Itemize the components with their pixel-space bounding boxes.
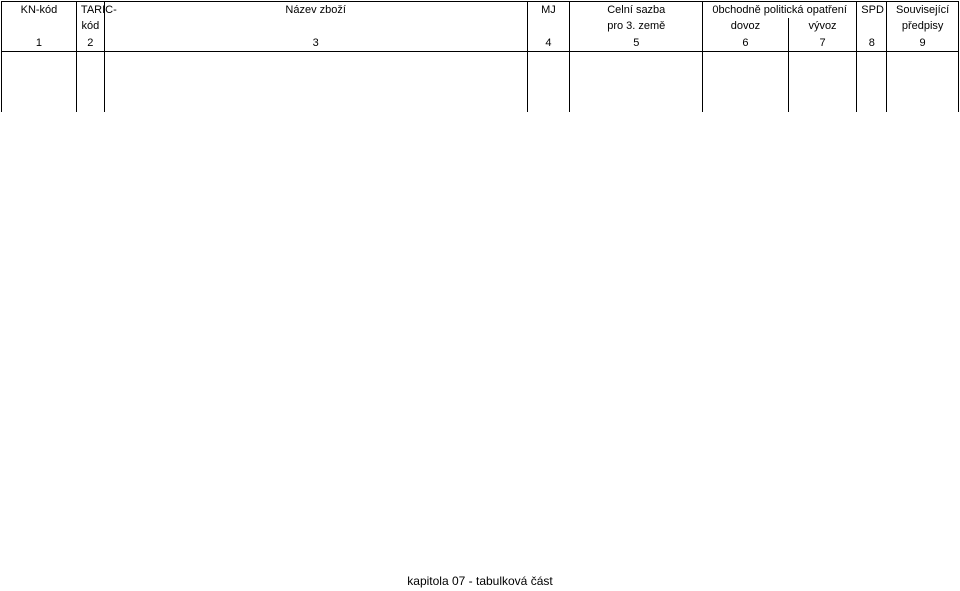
- col-number-1: 1: [2, 34, 77, 52]
- tariff-table: [1, 1, 959, 112]
- header-row-2: [2, 18, 959, 34]
- col-number-2: 2: [76, 34, 104, 52]
- col-header-import: dovoz: [703, 18, 789, 34]
- col-number-7: 7: [788, 34, 857, 52]
- col-header-mj: MJ: [527, 2, 570, 19]
- col-number-6: 6: [703, 34, 789, 52]
- col-number-4: 4: [527, 34, 570, 52]
- col-header-third-country: pro 3. země: [570, 18, 703, 34]
- col-header-export: vývoz: [788, 18, 857, 34]
- col-header-name: Název zboží: [104, 2, 527, 19]
- col-header-regulations: předpisy: [887, 18, 959, 34]
- col-header-rate: Celní sazba: [570, 2, 703, 19]
- col-header-spd: SPD: [857, 2, 887, 19]
- page-footer: kapitola 07 - tabulková část: [407, 574, 553, 588]
- col-number-9: 9: [887, 34, 959, 52]
- col-header-kn: KN-kód: [2, 2, 77, 19]
- header-row-1: [2, 2, 959, 19]
- col-header-related: Související: [887, 2, 959, 19]
- col-header-taric: TARIC-: [76, 2, 104, 19]
- col-header-kod: kód: [76, 18, 104, 34]
- col-number-5: 5: [570, 34, 703, 52]
- header-row-3: [2, 34, 959, 52]
- col-number-8: 8: [857, 34, 887, 52]
- col-header-measures: 0bchodně politická opatření: [703, 2, 857, 19]
- col-number-3: 3: [104, 34, 527, 52]
